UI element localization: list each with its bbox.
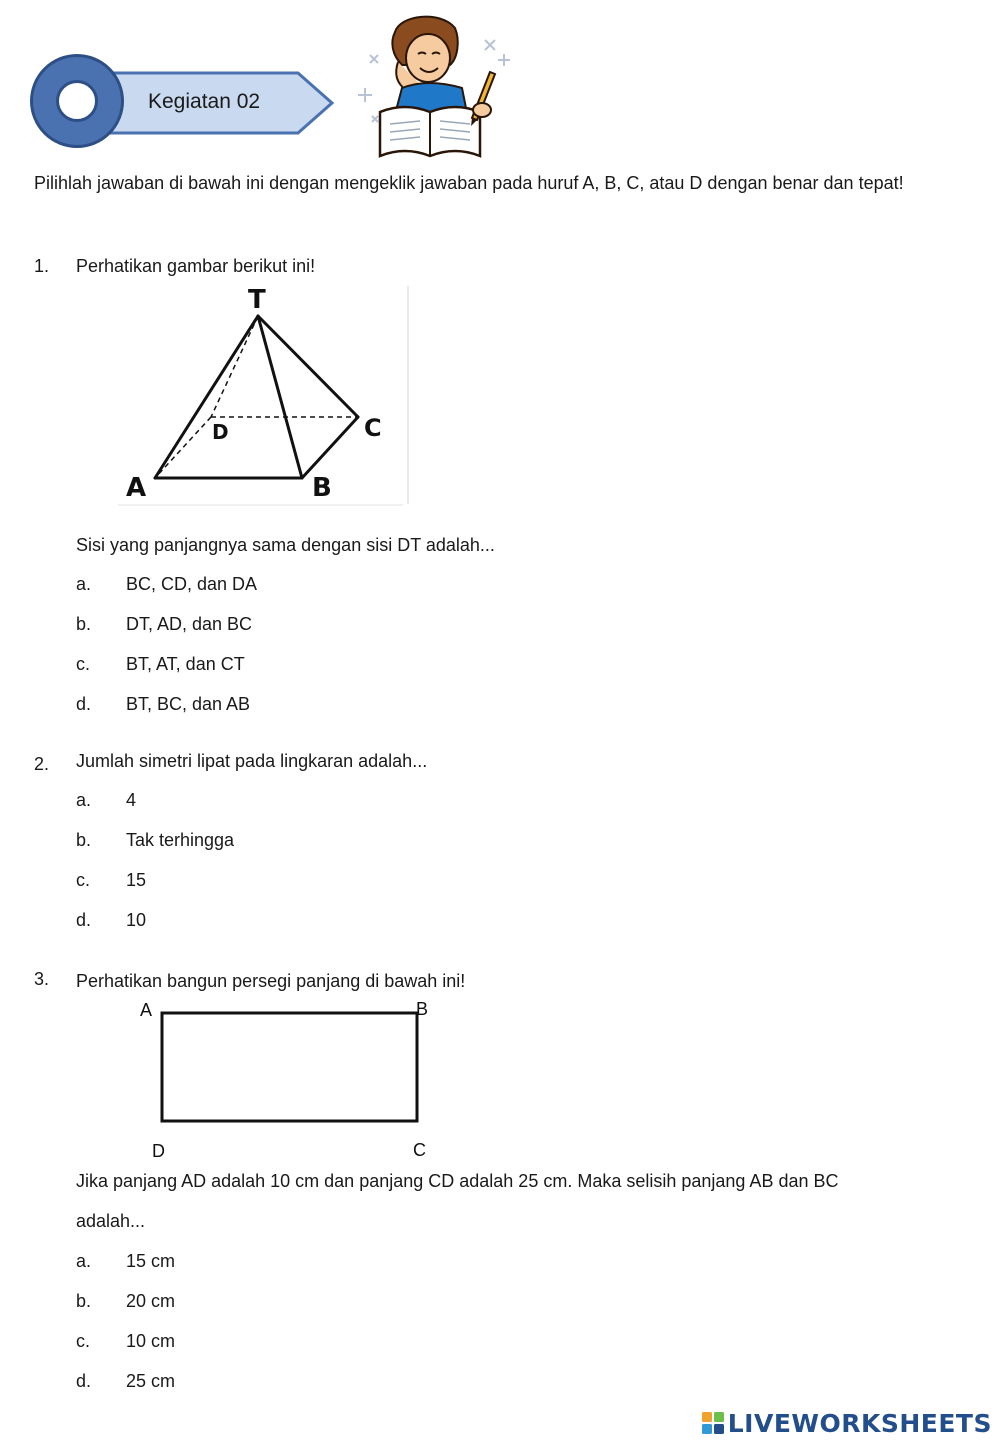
rect-label-b: B [416, 999, 429, 1019]
question-3-text-line2: adalah... [76, 1211, 146, 1231]
liveworksheets-logo-text: LIVEWORKSHEETS [727, 1408, 992, 1438]
q3-option-b-letter[interactable]: b. [76, 1291, 92, 1311]
pyramid-label-d: D [212, 420, 229, 444]
activity-title: Kegiatan 02 [148, 90, 261, 113]
instructions-text: Pilihlah jawaban di bawah ini dengan mengeklik jawaban pada huruf A, B, C, atau D dengan benar dan tepat! [34, 173, 904, 193]
q1-option-a-text[interactable]: BC, CD, dan DA [126, 574, 258, 594]
question-1-prompt: Perhatikan gambar berikut ini! [76, 256, 316, 276]
q1-option-b-letter[interactable]: b. [76, 614, 92, 634]
pyramid-label-t: T [248, 285, 266, 315]
question-1-text: Sisi yang panjangnya sama dengan sisi DT adalah... [76, 535, 495, 555]
q1-option-c-text[interactable]: BT, AT, dan CT [126, 654, 245, 674]
q1-option-c-letter[interactable]: c. [76, 654, 91, 674]
q2-option-d-letter[interactable]: d. [76, 910, 92, 930]
rect-label-c: C [413, 1140, 426, 1160]
question-3-text-line1: Jika panjang AD adalah 10 cm dan panjang CD adalah 25 cm. Maka selisih panjang AB dan BC [76, 1171, 839, 1191]
pyramid-figure [118, 284, 412, 508]
q2-option-b-text[interactable]: Tak terhingga [126, 830, 235, 850]
question-2-prompt: Jumlah simetri lipat pada lingkaran adalah... [76, 751, 428, 771]
pyramid-label-b: B [312, 473, 332, 503]
q3-option-b-text[interactable]: 20 cm [126, 1291, 176, 1311]
student-reading-illustration [340, 10, 530, 160]
q1-option-b-text[interactable]: DT, AD, dan BC [126, 614, 253, 634]
q3-option-c-letter[interactable]: c. [76, 1331, 91, 1351]
liveworksheets-logo[interactable] [701, 1408, 992, 1438]
q2-option-a-text[interactable]: 4 [126, 790, 137, 810]
q3-option-d-letter[interactable]: d. [76, 1371, 92, 1391]
pyramid-label-a: A [126, 473, 147, 503]
q3-option-d-text[interactable]: 25 cm [126, 1371, 176, 1391]
q2-option-c-letter[interactable]: c. [76, 870, 91, 890]
q3-option-a-text[interactable]: 15 cm [126, 1251, 176, 1271]
question-2-number: 2. [34, 754, 50, 774]
q1-option-d-text[interactable]: BT, BC, dan AB [126, 694, 251, 714]
question-3-prompt: Perhatikan bangun persegi panjang di bawah ini! [76, 971, 466, 991]
q2-option-a-letter[interactable]: a. [76, 790, 92, 810]
liveworksheets-logo-icon [701, 1411, 725, 1435]
pyramid-label-c: C [364, 414, 382, 442]
banner-circle-inner [56, 80, 98, 122]
question-3-number: 3. [34, 969, 50, 989]
q1-option-d-letter[interactable]: d. [76, 694, 92, 714]
q3-option-a-letter[interactable]: a. [76, 1251, 92, 1271]
q2-option-d-text[interactable]: 10 [126, 910, 147, 930]
rect-label-a: A [140, 1000, 153, 1020]
rect-label-d: D [152, 1141, 165, 1161]
q1-option-a-letter[interactable]: a. [76, 574, 92, 594]
q2-option-b-letter[interactable]: b. [76, 830, 92, 850]
question-1-number: 1. [34, 256, 50, 276]
q3-option-c-text[interactable]: 10 cm [126, 1331, 176, 1351]
q2-option-c-text[interactable]: 15 [126, 870, 147, 890]
rectangle-figure [130, 996, 450, 1166]
